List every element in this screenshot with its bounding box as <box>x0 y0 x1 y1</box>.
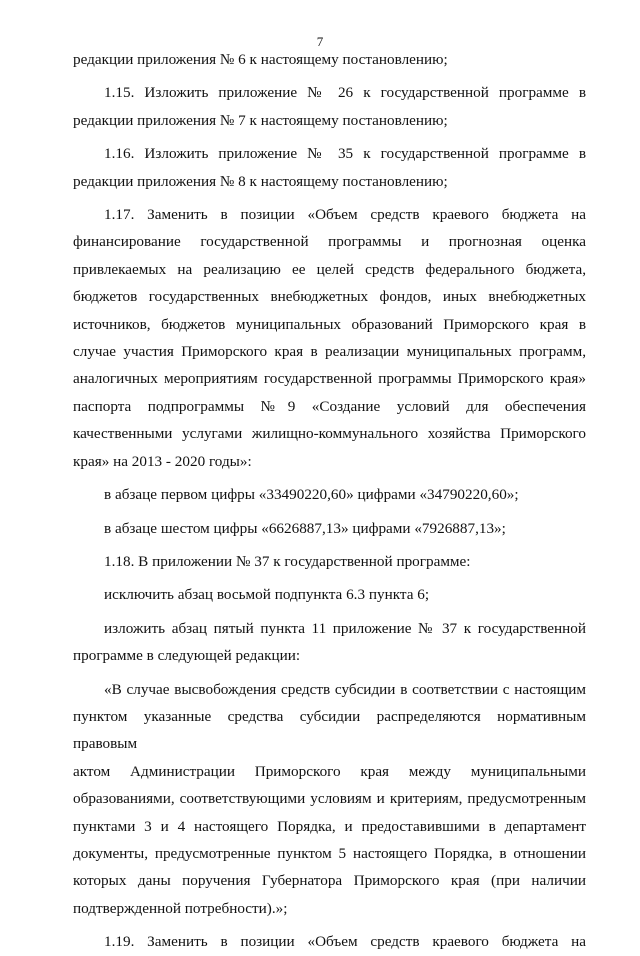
text-line: 1.16. Изложить приложение № 35 к государственной программе в <box>104 145 586 163</box>
text-line: подтвержденной потребности).»; <box>73 899 288 917</box>
text-line: в абзаце шестом цифры «6626887,13» цифрами «7926887,13»; <box>104 519 506 537</box>
text-line: качественными услугами жилищно-коммунального хозяйства Приморского <box>73 425 586 443</box>
text-line: пунктами 3 и 4 настоящего Порядка, и предоставившими в департамент <box>73 817 586 835</box>
text-line: в абзаце первом цифры «33490220,60» цифрами «34790220,60»; <box>104 486 519 504</box>
text-line: пунктом указанные средства субсидии распределяются нормативным правовым <box>73 707 586 753</box>
text-line: редакции приложения № 8 к настоящему постановлению; <box>73 172 448 190</box>
text-line: исключить абзац восьмой подпункта 6.3 пункта 6; <box>104 586 430 604</box>
text-line: программе в следующей редакции: <box>73 647 301 665</box>
page-number: 7 <box>316 34 324 49</box>
text-line: которых даны поручения Губернатора Приморского края (при наличии <box>73 872 586 890</box>
text-line: финансирование государственной программы и прогнозная оценка <box>73 233 586 251</box>
text-line: источников, бюджетов муниципальных образований Приморского края в <box>73 315 586 333</box>
text-line: привлекаемых на реализацию ее целей средств федерального бюджета, <box>73 260 586 278</box>
text-line: паспорта подпрограммы №9 «Создание условий для обеспечения <box>73 397 586 415</box>
text-line: документы, предусмотренные пунктом 5 настоящего Порядка, в отношении <box>73 844 586 862</box>
document-body <box>73 46 586 956</box>
text-line: края» на 2013 - 2020 годы»: <box>73 452 252 470</box>
text-line: аналогичных мероприятиям государственной программы Приморского края» <box>73 370 586 388</box>
text-line: «В случае высвобождения средств субсидии в соответствии с настоящим <box>104 680 586 698</box>
text-line: редакции приложения № 6 к настоящему постановлению; <box>73 51 448 68</box>
text-line: редакции приложения № 7 к настоящему постановлению; <box>73 111 448 129</box>
text-line: 1.18. В приложении № 37 к государственной программе: <box>104 552 471 570</box>
text-line: бюджетов государственных внебюджетных фондов, иных внебюджетных <box>73 288 586 306</box>
text-line: актом Администрации Приморского края между муниципальными <box>73 762 586 780</box>
text-line: изложить абзац пятый пункта 11 приложение № 37 к государственной <box>104 619 586 637</box>
text-line: 1.15. Изложить приложение № 26 к государственной программе в <box>104 84 586 102</box>
text-line: случае участия Приморского края в реализации муниципальных программ, <box>73 343 586 361</box>
text-line: образованиями, соответствующими условиям и критериям, предусмотренным <box>73 790 586 808</box>
text-line: 1.17. Заменить в позиции «Объем средств краевого бюджета на <box>104 206 586 224</box>
text-line: 1.19. Заменить в позиции «Объем средств краевого бюджета на <box>104 933 586 951</box>
